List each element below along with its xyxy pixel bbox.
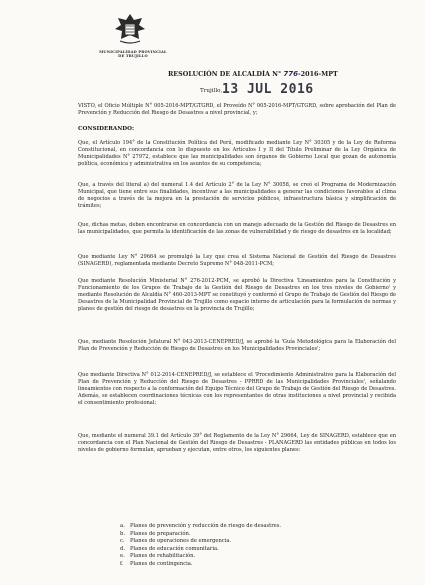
paragraph-5: Que mediante Resolución Ministerial N° 276-2012-PCM, se aprobó la Directiva 'Lineamientos para la Constitución y Funcionamiento de los Grupos de Trabajo de la Gestión del Riesgo de Desastres en los tres niveles de Gobierno' y mediante Resolución de Alcaldía N° 460-2013-MPT se constituyó y conformó el Grupo de Trabajo de Gestión del Riesgo de Desastres de la Municipalidad Provincial de Trujillo como espacio interno de articulación para la formulación de normas y planes de gestión del riesgo de desastres en la provincia de Trujillo; (78, 278, 396, 312)
list-item: e. Planes de rehabilitación. (120, 553, 196, 560)
paragraph-2: Que, a través del literal a) del numeral 1.4 del Artículo 2° de la Ley N° 30058, se creó el Programa de Modernización Municipal, que tiene entre sus finalidades, incentivar a las municipalidades a generar las condiciones favorables al clima de negocios a través de la mejora en la prestación de servicios públicos, infraestructura básica y simplificación de trámites; (78, 182, 396, 209)
visto-paragraph: VISTO, el Oficio Múltiple N° 005-2016-MPT/GTGRD, el Proveído N° 005-2016-MPT/GTGRD, sobre aprobación del Plan de Prevención y Reducción del Riesgo de Desastres a nivel provincial, y; (78, 103, 396, 116)
resolution-number: 776 (283, 70, 299, 78)
list-item: b. Planes de preparación. (120, 530, 191, 537)
list-item: a. Planes de prevención y reducción de riesgo de desastres. (120, 523, 282, 529)
considerando-heading: CONSIDERANDO: (78, 126, 135, 132)
title-suffix: -2016-MPT (298, 70, 338, 78)
paragraph-1: Que, el Artículo 194° de la Constitución Política del Perú, modificado mediante Ley N° 30305 y de la Ley de Reforma Constitucional, en concordancia con lo dispuesto en los Artículos I y II del Título Preliminar de la Ley Orgánica de Municipalidades N° 27972, establece que las municipalidades son órganos de Gobierno Local que gozan de autonomía política, económica y administrativa en los asuntos de su competencia; (78, 140, 396, 167)
date-stamp: 13 JUL 2016 (222, 82, 314, 97)
plans-list (120, 523, 281, 569)
institution-line-1: MUNICIPALIDAD PROVINCIAL (99, 50, 167, 54)
paragraph-3: Que, dichas metas, deben encontrarse en concordancia con un manejo adecuado de la Gestión del Riesgo de Desastres en las municipalidades, que permita la identificación de las zonas de vulnerabilidad y de riesgo de desastres en la localidad; (78, 222, 396, 235)
municipal-coat-of-arms-icon (112, 12, 148, 46)
list-item: d. Planes de educación comunitaria. (120, 545, 219, 552)
paragraph-6: Que, mediante Resolución Jefatural N° 043-2013-CENEPRED/J, se aprobó la 'Guía Metodológica para la Elaboración del Plan de Prevención y Reducción de Riesgo de Desastres en los Municipalidades Provinciales'; (78, 339, 396, 352)
institution-line-2: DE TRUJILLO (118, 54, 148, 59)
city-label: Trujillo, (200, 88, 223, 94)
resolution-title (168, 70, 338, 78)
paragraph-8: Que, mediante el numeral 39.1 del Artículo 39° del Reglamento de la Ley N° 29664, Ley de SINAGERD, establece que en concordancia con el Plan Nacional de Gestión del Riesgo de Desastres - PLANAGERD las entidades públicas en todos los niveles de gobierno formulan, aprueban y ejecutan, entre otros, los siguientes planes: (78, 433, 396, 453)
list-item: f. Planes de contingencia. (120, 560, 193, 567)
list-item: c. Planes de operaciones de emergencia. (120, 538, 232, 545)
institution-name (88, 50, 178, 59)
paragraph-7: Que mediante Directiva N° 012-2014-CENEPRED/J, se establece el 'Procedimiento Administrativo para la Elaboración del Plan de Prevención y Reducción del Riesgo de Desastres - PPRRD de las Municipalidades Provinciales', señalando lineamientos con respecto a la conformación del Equipo Técnico del Grupo de Trabajo de Gestión del Riesgo de Desastres. Además, se establecen coordinaciones técnicas con los representantes de otras instituciones a nivel provincial y recibida el consentimiento profesional; (78, 372, 396, 406)
paragraph-4: Que mediante Ley N° 29664 se promulgó la Ley que crea el Sistema Nacional de Gestión del Riesgo de Desastres (SINAGERD), reglamentada mediante Decreto Supremo N° 048-2011-PCM; (78, 254, 396, 267)
title-prefix: RESOLUCIÓN DE ALCALDÍA N° (168, 70, 282, 78)
